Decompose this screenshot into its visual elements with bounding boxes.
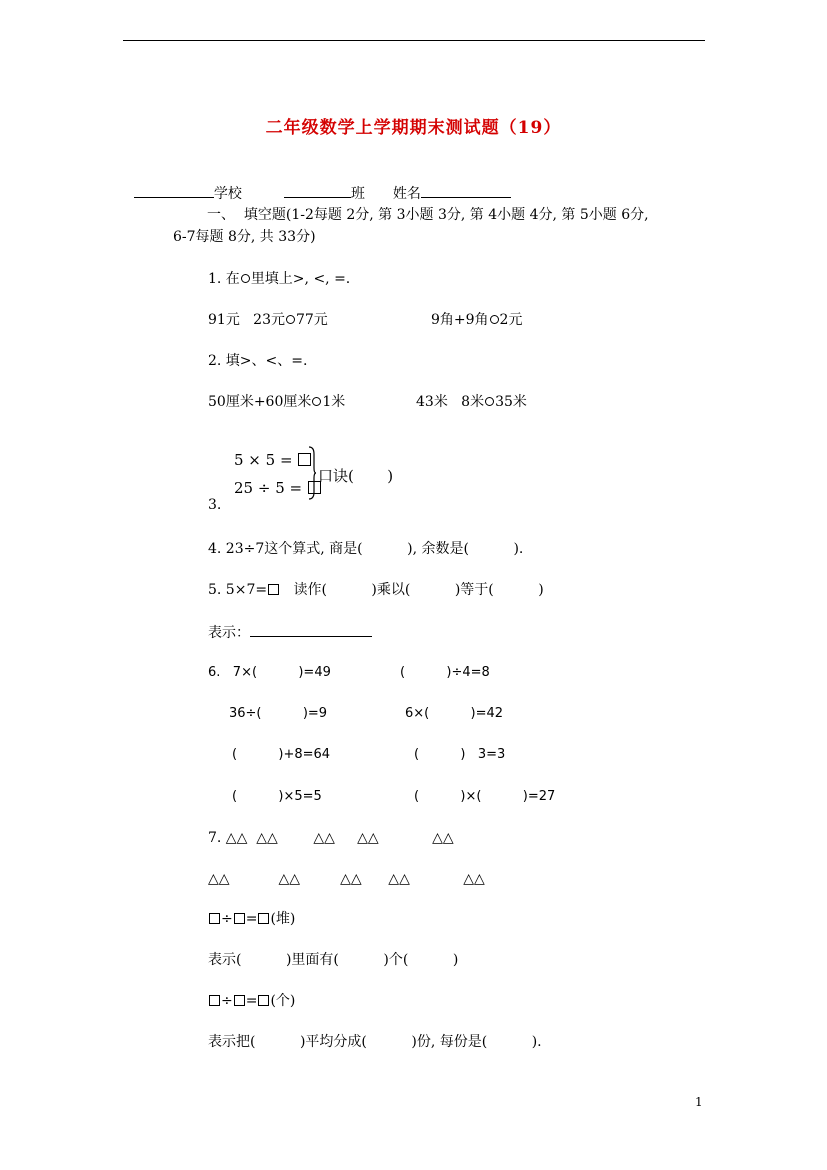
answer-box[interactable] bbox=[209, 913, 220, 924]
q1-right: 9角+9角 2元 bbox=[431, 312, 523, 328]
q1-prompt: 1. 在 里填上>, <, =. bbox=[208, 271, 351, 287]
q7-represent2: 表示把( )平均分成( )份, 每份是( ). bbox=[208, 1034, 542, 1050]
q2-right: 43米 8米 35米 bbox=[416, 394, 527, 410]
q6-row3-right: ( ) 3=3 bbox=[414, 747, 506, 762]
q3-formula-block bbox=[232, 445, 422, 503]
school-label: 学校 bbox=[213, 186, 242, 202]
compare-circle[interactable] bbox=[490, 315, 499, 324]
answer-box[interactable] bbox=[209, 995, 220, 1006]
q5-represent: 表示： bbox=[208, 622, 372, 642]
represent-blank[interactable] bbox=[250, 622, 372, 637]
page-title: 二年级数学上学期期末测试题（19） bbox=[265, 118, 562, 138]
q6-row2-right: 6×( )=42 bbox=[405, 706, 504, 721]
q2-prompt: 2. 填>、<、=. bbox=[208, 353, 308, 369]
q7-equation1: ÷ = (堆) bbox=[208, 910, 295, 928]
compare-circle[interactable] bbox=[286, 315, 295, 324]
answer-box[interactable] bbox=[258, 995, 269, 1006]
section-heading-line1: 一、 填空题(1-2每题 2分, 第 3小题 3分, 第 4小题 4分, 第 5小题 6分, bbox=[207, 207, 649, 223]
q6-row2-left: 36÷( )=9 bbox=[229, 706, 328, 721]
info-line bbox=[125, 165, 511, 203]
section-heading-line2: 6-7每题 8分, 共 33分) bbox=[173, 229, 316, 245]
q7-represent1: 表示( )里面有( )个( ) bbox=[208, 952, 459, 968]
class-blank[interactable] bbox=[284, 183, 351, 198]
q1-left: 91元 23元 77元 bbox=[208, 312, 328, 328]
q3-formula1: 5 × 5 = bbox=[234, 451, 312, 469]
q7-triangles-row2: △△ △△ △△ △△ △△ bbox=[208, 871, 485, 887]
q3-formula2: 25 ÷ 5 = bbox=[234, 479, 322, 497]
compare-circle[interactable] bbox=[485, 397, 494, 406]
compare-circle[interactable] bbox=[312, 397, 321, 406]
school-blank[interactable] bbox=[134, 183, 214, 198]
q7-triangles-row1: 7. △△ △△ △△ △△ △△ bbox=[208, 830, 454, 846]
q7-equation2: ÷ = (个) bbox=[208, 992, 295, 1010]
q5-text: 5. 5×7= 读作( )乘以( )等于( ) bbox=[208, 582, 544, 598]
q4-text: 4. 23÷7这个算式, 商是( ), 余数是( ). bbox=[208, 541, 524, 557]
class-label: 班 bbox=[350, 186, 365, 202]
right-brace-icon bbox=[308, 446, 316, 500]
q2-left: 50厘米+60厘米 1米 bbox=[208, 394, 346, 410]
q6-row1-right: ( )÷4=8 bbox=[400, 665, 490, 680]
q6-row4-right: ( )×( )=27 bbox=[414, 789, 556, 804]
page-number: 1 bbox=[695, 1095, 703, 1109]
q6-row1-left: 6. 7×( )=49 bbox=[208, 665, 331, 680]
q3-number: 3. bbox=[208, 497, 222, 513]
answer-box[interactable] bbox=[234, 913, 245, 924]
answer-box[interactable] bbox=[268, 584, 279, 595]
compare-circle[interactable] bbox=[241, 274, 250, 283]
header-rule bbox=[123, 40, 705, 41]
q3-koujue: 口诀( ) bbox=[318, 467, 394, 485]
answer-box[interactable] bbox=[234, 995, 245, 1006]
answer-box[interactable] bbox=[258, 913, 269, 924]
name-blank[interactable] bbox=[421, 183, 511, 198]
q6-row4-left: ( )×5=5 bbox=[232, 789, 322, 804]
name-label: 姓名 bbox=[392, 186, 421, 202]
q6-row3-left: ( )+8=64 bbox=[232, 747, 331, 762]
